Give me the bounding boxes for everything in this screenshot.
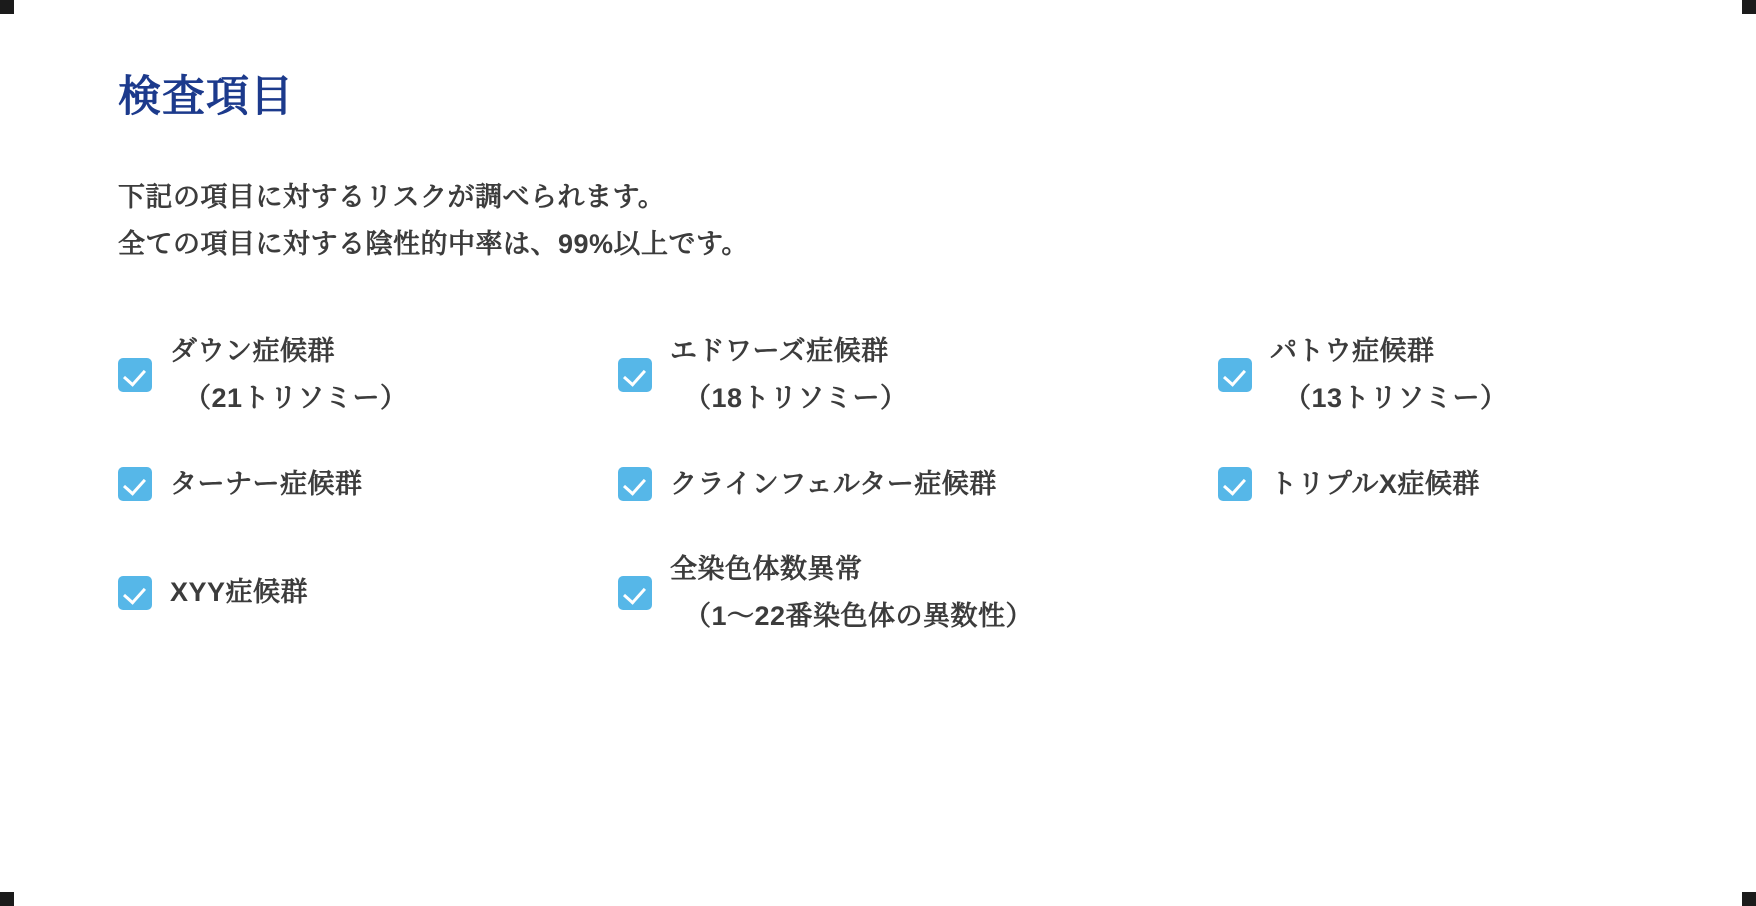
- corner-mark-top-left: [0, 0, 14, 14]
- check-icon[interactable]: [118, 358, 152, 392]
- checklist-grid: [118, 328, 1696, 640]
- list-item-label-line1: パトウ症候群: [1270, 336, 1435, 367]
- list-item-label: [670, 328, 908, 423]
- list-item[interactable]: [1218, 461, 1696, 508]
- list-item-label-line2: （18トリソミー）: [684, 383, 908, 414]
- list-item[interactable]: [1218, 328, 1696, 423]
- corner-mark-bottom-left: [0, 892, 14, 906]
- list-item-label: [1270, 328, 1508, 423]
- list-item-label: [170, 328, 408, 423]
- description-block: [118, 174, 1696, 269]
- description-line-1: 下記の項目に対するリスクが調べられます。: [118, 181, 666, 212]
- list-item[interactable]: [618, 328, 1218, 423]
- list-item-label: ターナー症候群: [170, 468, 363, 499]
- check-icon[interactable]: [618, 358, 652, 392]
- list-item-label: クラインフェルター症候群: [670, 468, 997, 499]
- page-title: 検査項目: [118, 73, 294, 121]
- list-item-label-line2: （13トリソミー）: [1284, 383, 1508, 414]
- check-icon[interactable]: [618, 467, 652, 501]
- list-item-label-line1: 全染色体数異常: [670, 553, 863, 584]
- grid-spacer: [1218, 546, 1696, 641]
- list-item[interactable]: [618, 461, 1218, 508]
- list-item[interactable]: [118, 546, 618, 641]
- check-icon[interactable]: [1218, 358, 1252, 392]
- description-line-2: 全ての項目に対する陰性的中率は、99%以上です。: [118, 228, 749, 259]
- list-item-label-line1: ダウン症候群: [170, 336, 335, 367]
- list-item-label-line2: （21トリソミー）: [184, 383, 408, 414]
- check-icon[interactable]: [118, 467, 152, 501]
- corner-mark-bottom-right: [1742, 892, 1756, 906]
- check-icon[interactable]: [118, 576, 152, 610]
- content-area: [118, 72, 1696, 640]
- list-item[interactable]: [118, 328, 618, 423]
- list-item[interactable]: [118, 461, 618, 508]
- list-item-label-line2: （1〜22番染色体の異数性）: [684, 601, 1034, 632]
- list-item-label: XYY症候群: [170, 577, 309, 608]
- corner-mark-top-right: [1742, 0, 1756, 14]
- list-item[interactable]: [618, 546, 1218, 641]
- list-item-label: トリプルX症候群: [1270, 468, 1480, 499]
- list-item-label-line1: エドワーズ症候群: [670, 336, 889, 367]
- check-icon[interactable]: [618, 576, 652, 610]
- check-icon[interactable]: [1218, 467, 1252, 501]
- list-item-label: [670, 546, 1033, 641]
